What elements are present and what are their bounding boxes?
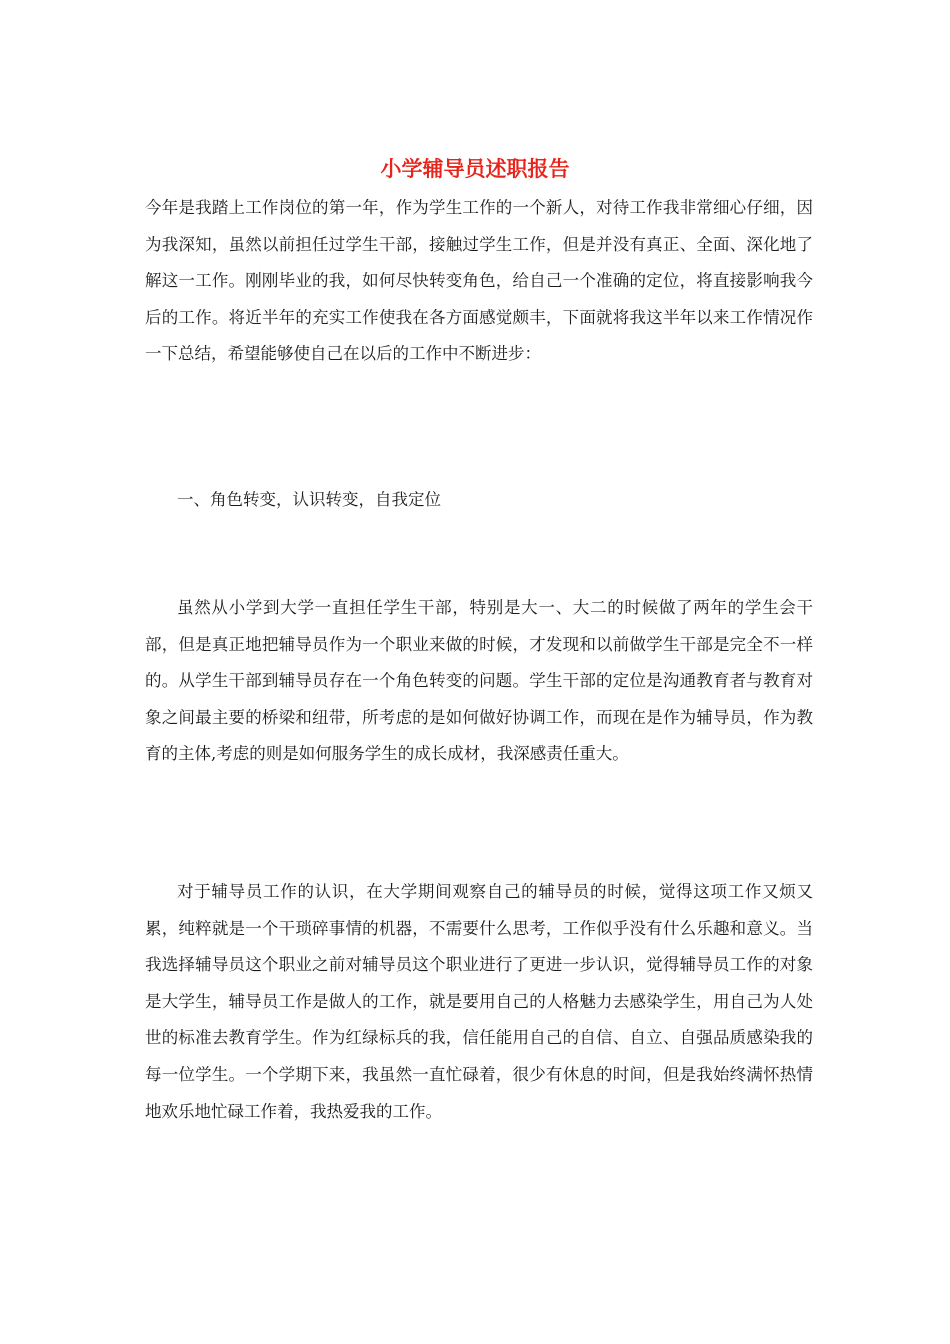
body-paragraph-1: 虽然从小学到大学一直担任学生干部，特别是大一、大二的时候做了两年的学生会干部，但是真正地把辅导员作为一个职业来做的时候，才发现和以前做学生干部是完全不一样的。从学生干部到辅导员存在一个角色转变的问题。学生干部的定位是沟通教育者与教育对象之间最主要的桥梁和纽带，所考虑的是如何做好协调工作，而现在是作为辅导员，作为教育的主体,考虑的则是如何服务学生的成长成材，我深感责任重大。	[145, 598, 813, 764]
document-title: 小学辅导员述职报告	[380, 156, 570, 181]
section-heading: 一、角色转变，认识转变，自我定位	[177, 490, 441, 509]
intro-paragraph: 今年是我踏上工作岗位的第一年，作为学生工作的一个新人，对待工作我非常细心仔细，因为我深知，虽然以前担任过学生干部，接触过学生工作，但是并没有真正、全面、深化地了解这一工作。刚刚毕业的我，如何尽快转变角色，给自己一个准确的定位，将直接影响我今后的工作。将近半年的充实工作使我在各方面感觉颇丰，下面就将我这半年以来工作情况作一下总结，希望能够使自己在以后的工作中不断进步：	[145, 198, 813, 364]
body-paragraph-2: 对于辅导员工作的认识，在大学期间观察自己的辅导员的时候，觉得这项工作又烦又累，纯粹就是一个干琐碎事情的机器，不需要什么思考，工作似乎没有什么乐趣和意义。当我选择辅导员这个职业之前对辅导员这个职业进行了更进一步认识，觉得辅导员工作的对象是大学生，辅导员工作是做人的工作，就是要用自己的人格魅力去感染学生，用自己为人处世的标准去教育学生。作为红绿标兵的我，信任能用自己的自信、自立、自强品质感染我的每一位学生。一个学期下来，我虽然一直忙碌着，很少有休息的时间，但是我始终满怀热情地欢乐地忙碌工作着，我热爱我的工作。	[145, 882, 813, 1121]
